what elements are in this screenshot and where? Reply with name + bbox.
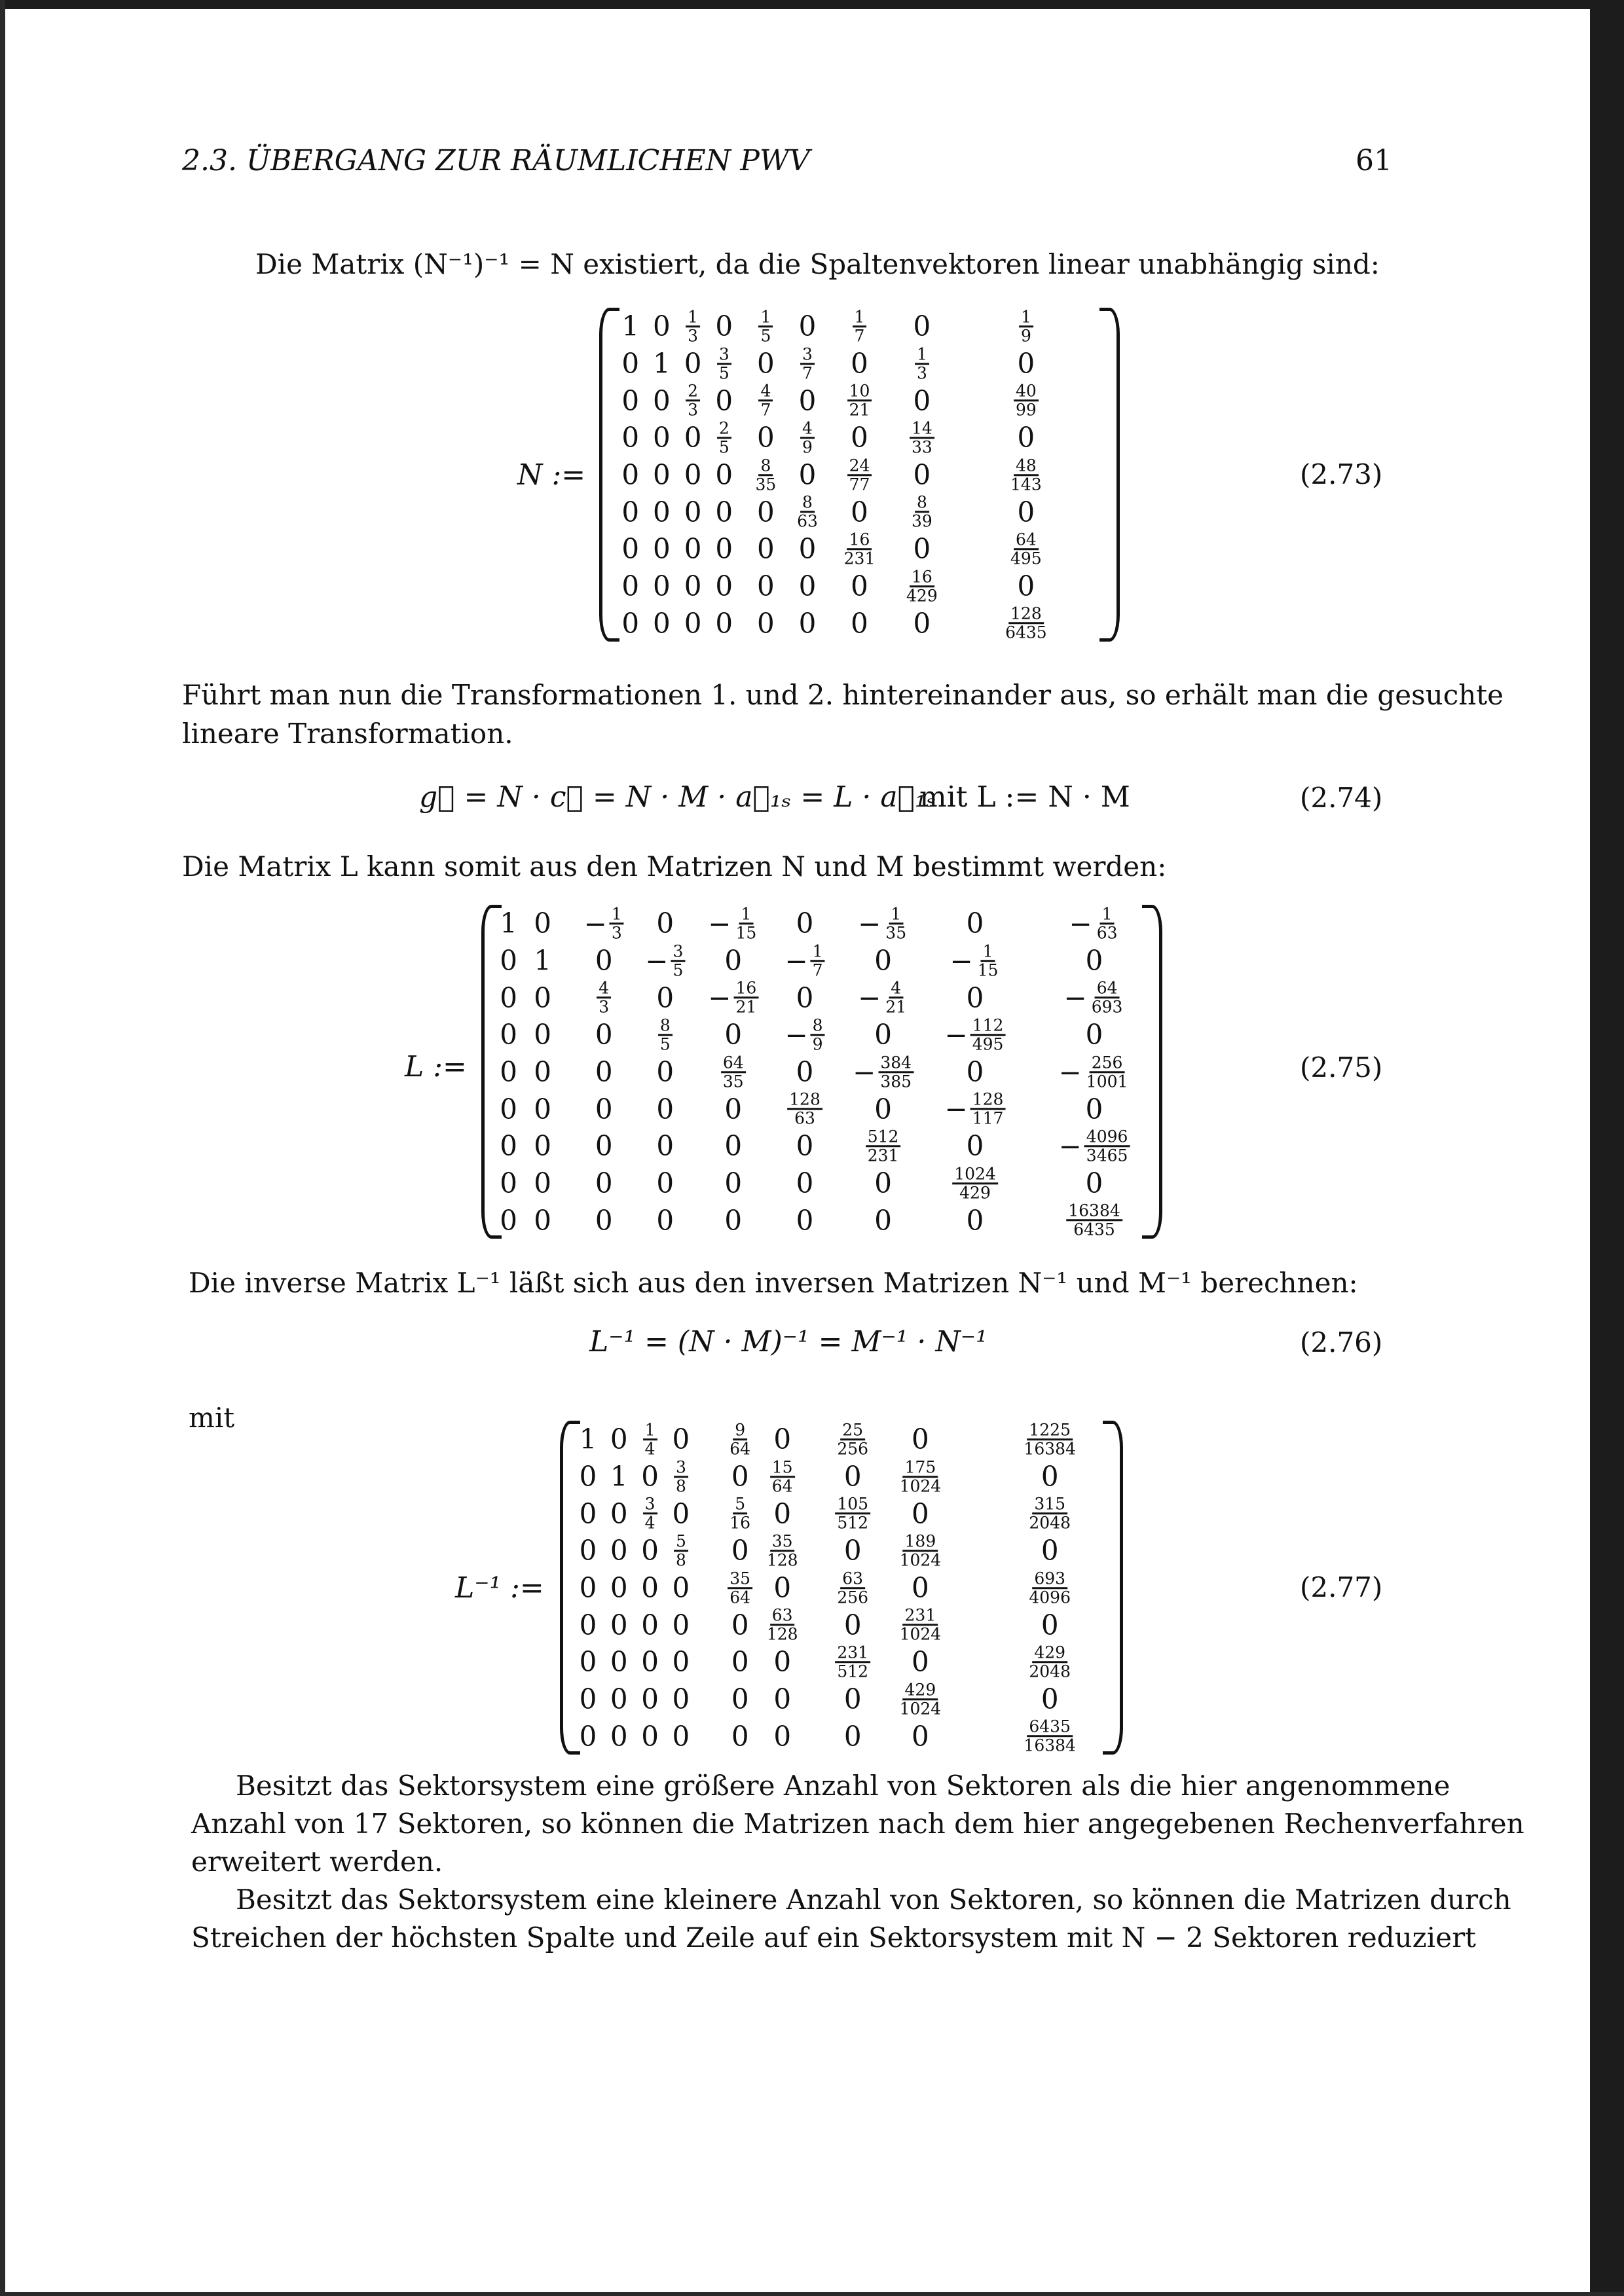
- matrix-cell: 0: [653, 421, 671, 454]
- matrix-cell: $\frac{9}{64}$: [729, 1420, 751, 1459]
- matrix-cell: 0: [1085, 1093, 1103, 1125]
- matrix-cell: 0: [874, 1167, 892, 1199]
- matrix-cell: 0: [1085, 1018, 1103, 1051]
- matrix-cell: − $\frac{256}{1001}$: [1058, 1052, 1128, 1091]
- matrix-left-paren: [481, 905, 502, 1239]
- matrix-cell: − $\frac{1}{15}$: [950, 941, 999, 979]
- matrix-l: [481, 905, 1162, 1239]
- matrix-cell: 0: [1041, 1534, 1059, 1567]
- matrix-cell: 0: [731, 1720, 749, 1753]
- paragraph-mit: mit: [189, 1402, 235, 1434]
- matrix-cell: 0: [595, 1018, 613, 1051]
- matrix-cell: 0: [1041, 1609, 1059, 1641]
- matrix-l-label: L :=: [405, 1050, 467, 1084]
- matrix-cell: 0: [579, 1534, 597, 1567]
- matrix-cell: 0: [773, 1720, 792, 1753]
- matrix-cell: 0: [874, 1018, 892, 1051]
- matrix-n-label: N :=: [517, 458, 586, 492]
- scan-border-left: [0, 0, 5, 2296]
- matrix-cell: 0: [731, 1534, 749, 1567]
- matrix-cell: 0: [653, 458, 671, 491]
- matrix-cell: 0: [757, 607, 775, 640]
- matrix-cell: $\frac{16}{231}$: [843, 530, 876, 568]
- matrix-cell: 0: [724, 1167, 743, 1199]
- matrix-cell: 0: [773, 1571, 792, 1604]
- matrix-cell: 0: [653, 384, 671, 417]
- matrix-cell: 0: [912, 1571, 929, 1604]
- matrix-cell: $\frac{128}{6435}$: [1005, 604, 1047, 642]
- matrix-cell: 0: [579, 1497, 597, 1530]
- matrix-cell: 0: [500, 1055, 517, 1088]
- matrix-cell: 0: [912, 1720, 929, 1753]
- matrix-cell: $\frac{16}{429}$: [906, 566, 938, 605]
- matrix-cell: $\frac{3}{5}$: [717, 345, 731, 382]
- matrix-cell: 0: [773, 1497, 792, 1530]
- matrix-right-paren: [1142, 905, 1162, 1239]
- matrix-cell: $\frac{4}{3}$: [597, 979, 611, 1016]
- matrix-cell: − $\frac{3}{5}$: [645, 942, 685, 979]
- equation-number-2-73: (2.73): [1300, 458, 1383, 490]
- paragraph-transformations-line2: lineare Transformation.: [182, 718, 513, 750]
- matrix-cell: − $\frac{4096}{3465}$: [1059, 1128, 1130, 1165]
- matrix-cell: 0: [757, 347, 775, 380]
- matrix-cell: 0: [796, 1167, 814, 1199]
- matrix-cell: 0: [500, 1204, 517, 1237]
- matrix-cell: 0: [610, 1497, 628, 1530]
- matrix-cell: − $\frac{112}{495}$: [945, 1017, 1006, 1053]
- matrix-cell: 0: [912, 1645, 929, 1678]
- matrix-cell: $\frac{14}{33}$: [910, 420, 934, 456]
- matrix-cell: 0: [731, 1683, 749, 1715]
- matrix-cell: 0: [715, 458, 733, 491]
- matrix-cell: 0: [773, 1423, 792, 1455]
- matrix-cell: 0: [500, 1093, 517, 1125]
- matrix-cell: − $\frac{1}{35}$: [858, 904, 907, 943]
- matrix-cell: 0: [796, 1204, 814, 1237]
- matrix-cell: 0: [534, 1018, 551, 1051]
- matrix-cell: 0: [595, 1055, 613, 1088]
- matrix-cell: 0: [966, 981, 984, 1014]
- matrix-cell: 0: [610, 1683, 628, 1715]
- matrix-cell: 0: [672, 1423, 690, 1455]
- paragraph-smaller-system-line2: Streichen der höchsten Spalte und Zeile auf ein Sektorsystem mit N − 2 Sektoren reduziert: [191, 1922, 1477, 1954]
- matrix-cell: 0: [796, 1129, 814, 1162]
- scan-border-bottom: [0, 2292, 1624, 2296]
- matrix-cell: 0: [913, 310, 931, 342]
- matrix-cell: $\frac{1}{5}$: [758, 308, 773, 345]
- matrix-cell: 0: [851, 347, 868, 380]
- matrix-cell: 0: [1017, 496, 1035, 528]
- paragraph-inverse-intro: Die inverse Matrix L⁻¹ läßt sich aus den inversen Matrizen N⁻¹ und M⁻¹ berechnen:: [189, 1267, 1358, 1299]
- matrix-cell: 0: [798, 384, 817, 417]
- matrix-cell: 0: [641, 1720, 659, 1753]
- paragraph-larger-system-line3: erweitert werden.: [191, 1846, 443, 1878]
- matrix-cell: 0: [966, 1129, 984, 1162]
- matrix-cell: $\frac{5}{16}$: [729, 1494, 751, 1533]
- matrix-cell: $\frac{3}{7}$: [800, 345, 815, 382]
- matrix-right-paren: [1103, 1421, 1123, 1755]
- matrix-cell: 0: [500, 1167, 517, 1199]
- matrix-cell: 0: [715, 384, 733, 417]
- matrix-cell: 0: [621, 458, 640, 491]
- matrix-cell: 0: [500, 944, 517, 977]
- matrix-cell: $\frac{1}{3}$: [915, 345, 929, 382]
- paragraph-smaller-system-line1: Besitzt das Sektorsystem eine kleinere Anzahl von Sektoren, so können die Matrizen durch: [236, 1884, 1511, 1916]
- matrix-cell: $\frac{1}{4}$: [643, 1421, 657, 1458]
- matrix-cell: 0: [851, 570, 868, 602]
- matrix-cell: − $\frac{1}{63}$: [1069, 904, 1118, 943]
- matrix-cell: 0: [579, 1645, 597, 1678]
- matrix-cell: 0: [684, 570, 702, 602]
- matrix-cell: $\frac{40}{99}$: [1014, 382, 1039, 419]
- matrix-cell: 0: [684, 458, 702, 491]
- matrix-cell: 0: [656, 907, 674, 939]
- matrix-cell: 0: [610, 1609, 628, 1641]
- matrix-cell: $\frac{15}{64}$: [770, 1458, 795, 1495]
- matrix-cell: 0: [1085, 944, 1103, 977]
- matrix-cell: − $\frac{64}{693}$: [1063, 978, 1123, 1017]
- matrix-cell: − $\frac{1}{15}$: [708, 904, 757, 943]
- matrix-cell: 0: [843, 1720, 862, 1753]
- matrix-cell: 0: [912, 1423, 929, 1455]
- matrix-cell: 1: [579, 1423, 597, 1455]
- matrix-cell: 0: [913, 458, 931, 491]
- matrix-cell: 0: [684, 607, 702, 640]
- matrix-cell: 0: [641, 1609, 659, 1641]
- matrix-cell: 0: [843, 1460, 862, 1493]
- matrix-cell: 0: [656, 1129, 674, 1162]
- matrix-cell: 0: [534, 1204, 551, 1237]
- matrix-cell: 0: [724, 1093, 743, 1125]
- matrix-cell: 0: [610, 1423, 628, 1455]
- matrix-cell: 0: [672, 1683, 690, 1715]
- matrix-cell: 0: [595, 1204, 613, 1237]
- matrix-cell: 0: [534, 1167, 551, 1199]
- matrix-cell: 0: [621, 347, 640, 380]
- matrix-l-inverse: [560, 1421, 1123, 1755]
- paragraph-matrix-n-intro: Die Matrix (N⁻¹)⁻¹ = N existiert, da die Spaltenvektoren linear unabhängig sind:: [255, 248, 1380, 280]
- matrix-cell: 0: [715, 607, 733, 640]
- matrix-cell: 0: [715, 570, 733, 602]
- matrix-cell: 0: [534, 981, 551, 1014]
- matrix-cell: 0: [656, 981, 674, 1014]
- matrix-cell: 0: [684, 496, 702, 528]
- matrix-cell: $\frac{1024}{429}$: [952, 1165, 998, 1201]
- matrix-cell: 0: [621, 496, 640, 528]
- matrix-cell: 0: [656, 1167, 674, 1199]
- matrix-cell: 0: [610, 1534, 628, 1567]
- matrix-cell: 0: [757, 496, 775, 528]
- matrix-cell: 0: [724, 944, 743, 977]
- matrix-cell: 1: [610, 1460, 628, 1493]
- matrix-cell: 0: [966, 1055, 984, 1088]
- matrix-cell: 0: [579, 1571, 597, 1604]
- matrix-n: [599, 308, 1120, 642]
- matrix-cell: 0: [641, 1460, 659, 1493]
- matrix-cell: $\frac{6435}{16384}$: [1024, 1717, 1076, 1755]
- matrix-cell: $\frac{2}{5}$: [717, 420, 731, 456]
- scan-border-right: [1590, 0, 1624, 2296]
- matrix-cell: $\frac{1}{9}$: [1019, 308, 1033, 345]
- matrix-cell: − $\frac{384}{385}$: [853, 1053, 913, 1090]
- matrix-cell: 0: [653, 532, 671, 565]
- matrix-cell: 0: [773, 1645, 792, 1678]
- matrix-cell: 0: [798, 607, 817, 640]
- matrix-cell: 0: [534, 1129, 551, 1162]
- matrix-cell: 0: [913, 532, 931, 565]
- matrix-cell: 0: [913, 607, 931, 640]
- matrix-cell: 0: [1041, 1460, 1059, 1493]
- matrix-cell: 0: [579, 1460, 597, 1493]
- matrix-cell: $\frac{63}{128}$: [766, 1605, 798, 1644]
- matrix-cell: 0: [731, 1645, 749, 1678]
- matrix-cell: $\frac{35}{128}$: [766, 1531, 798, 1570]
- matrix-cell: 0: [621, 607, 640, 640]
- matrix-cell: $\frac{10}{21}$: [847, 382, 872, 419]
- matrix-cell: $\frac{63}{256}$: [837, 1568, 869, 1607]
- matrix-cell: 0: [851, 607, 868, 640]
- matrix-cell: 0: [595, 1129, 613, 1162]
- matrix-cell: 0: [579, 1683, 597, 1715]
- matrix-cell: 1: [500, 907, 517, 939]
- matrix-cell: $\frac{64}{495}$: [1010, 530, 1042, 568]
- matrix-cell: 0: [500, 1129, 517, 1162]
- matrix-cell: $\frac{693}{4096}$: [1029, 1568, 1071, 1607]
- matrix-cell: 0: [874, 1204, 892, 1237]
- matrix-cell: 0: [621, 532, 640, 565]
- matrix-cell: 0: [595, 944, 613, 977]
- matrix-cell: $\frac{105}{512}$: [835, 1495, 870, 1532]
- matrix-cell: 0: [874, 944, 892, 977]
- matrix-cell: $\frac{2}{3}$: [686, 382, 700, 419]
- matrix-cell: 0: [621, 384, 640, 417]
- matrix-cell: 0: [534, 1055, 551, 1088]
- matrix-cell: 0: [641, 1645, 659, 1678]
- matrix-left-paren: [599, 308, 619, 642]
- matrix-cell: 1: [653, 347, 671, 380]
- matrix-cell: 0: [1017, 347, 1035, 380]
- matrix-cell: 0: [653, 310, 671, 342]
- matrix-cell: 0: [595, 1093, 613, 1125]
- matrix-cell: $\frac{24}{77}$: [847, 456, 872, 493]
- matrix-cell: $\frac{175}{1024}$: [899, 1457, 942, 1495]
- paragraph-larger-system-line1: Besitzt das Sektorsystem eine größere Anzahl von Sektoren als die hier angenommene: [236, 1770, 1450, 1802]
- matrix-cell: − $\frac{1}{7}$: [784, 942, 824, 979]
- matrix-right-paren: [1099, 308, 1120, 642]
- matrix-cell: 0: [796, 1055, 814, 1088]
- matrix-cell: 0: [798, 458, 817, 491]
- equation-number-2-76: (2.76): [1300, 1326, 1383, 1358]
- scan-border-top: [0, 0, 1624, 9]
- matrix-cell: 0: [731, 1460, 749, 1493]
- equation-2-74-formula: g⃗ = N · c⃗ = N · M · a⃗₁ₛ = L · a⃗₁ₛ: [419, 780, 936, 814]
- matrix-cell: $\frac{429}{1024}$: [899, 1679, 942, 1718]
- matrix-cell: 0: [851, 421, 868, 454]
- equation-number-2-74: (2.74): [1300, 782, 1383, 814]
- matrix-cell: 0: [672, 1609, 690, 1641]
- matrix-left-paren: [560, 1421, 580, 1755]
- matrix-cell: $\frac{35}{64}$: [728, 1569, 752, 1606]
- matrix-cell: 1: [621, 310, 640, 342]
- matrix-cell: $\frac{1225}{16384}$: [1024, 1420, 1076, 1459]
- matrix-cell: 0: [724, 1204, 743, 1237]
- matrix-cell: 0: [757, 421, 775, 454]
- matrix-cell: $\frac{3}{8}$: [674, 1458, 688, 1495]
- equation-2-74-condition: mit L := N · M: [919, 780, 1130, 814]
- matrix-cell: 0: [500, 981, 517, 1014]
- matrix-cell: 0: [773, 1683, 792, 1715]
- matrix-cell: $\frac{189}{1024}$: [899, 1531, 942, 1570]
- matrix-cell: 0: [534, 907, 551, 939]
- matrix-cell: 0: [724, 1129, 743, 1162]
- matrix-cell: 0: [798, 570, 817, 602]
- matrix-cell: − $\frac{16}{21}$: [708, 979, 758, 1016]
- matrix-cell: 0: [843, 1609, 862, 1641]
- matrix-cell: 0: [672, 1720, 690, 1753]
- paragraph-larger-system-line2: Anzahl von 17 Sektoren, so können die Matrizen nach dem hier angegebenen Rechenverfahren: [191, 1808, 1524, 1840]
- matrix-cell: $\frac{25}{256}$: [837, 1420, 869, 1459]
- matrix-cell: 0: [1085, 1167, 1103, 1199]
- matrix-cell: 0: [641, 1534, 659, 1567]
- matrix-cell: 0: [672, 1497, 690, 1530]
- matrix-cell: 0: [757, 570, 775, 602]
- matrix-cell: 0: [653, 570, 671, 602]
- matrix-cell: $\frac{8}{39}$: [911, 492, 932, 531]
- matrix-cell: 0: [966, 1204, 984, 1237]
- matrix-cell: 0: [621, 421, 640, 454]
- matrix-cell: 0: [656, 1055, 674, 1088]
- matrix-cell: $\frac{231}{512}$: [835, 1644, 870, 1681]
- matrix-cell: 0: [653, 607, 671, 640]
- matrix-cell: $\frac{64}{35}$: [721, 1053, 746, 1090]
- matrix-cell: $\frac{1}{3}$: [686, 308, 700, 345]
- matrix-cell: 0: [653, 496, 671, 528]
- matrix-cell: 0: [966, 907, 984, 939]
- matrix-cell: − $\frac{4}{21}$: [858, 978, 907, 1017]
- matrix-cell: 0: [500, 1018, 517, 1051]
- matrix-cell: 0: [595, 1167, 613, 1199]
- matrix-cell: 1: [534, 944, 551, 977]
- matrix-cell: 0: [610, 1645, 628, 1678]
- matrix-cell: 0: [798, 310, 817, 342]
- matrix-cell: 0: [579, 1720, 597, 1753]
- page-number: 61: [1356, 144, 1392, 177]
- matrix-cell: − $\frac{8}{9}$: [784, 1017, 824, 1053]
- matrix-cell: $\frac{5}{8}$: [674, 1533, 688, 1569]
- matrix-cell: − $\frac{128}{117}$: [945, 1091, 1006, 1127]
- equation-2-76-formula: L⁻¹ = (N · M)⁻¹ = M⁻¹ · N⁻¹: [589, 1325, 987, 1358]
- matrix-cell: $\frac{3}{4}$: [643, 1495, 657, 1532]
- matrix-cell: 0: [715, 310, 733, 342]
- paragraph-matrix-l-intro: Die Matrix L kann somit aus den Matrizen N und M bestimmt werden:: [182, 850, 1167, 883]
- matrix-cell: 0: [684, 347, 702, 380]
- matrix-cell: $\frac{8}{63}$: [797, 492, 818, 531]
- matrix-cell: 0: [851, 496, 868, 528]
- running-header-title: 2.3. ÜBERGANG ZUR RÄUMLICHEN PWV: [182, 144, 810, 177]
- matrix-cell: $\frac{231}{1024}$: [899, 1605, 942, 1644]
- matrix-cell: 0: [641, 1571, 659, 1604]
- matrix-cell: $\frac{512}{231}$: [866, 1128, 901, 1165]
- matrix-cell: $\frac{429}{2048}$: [1029, 1643, 1071, 1681]
- matrix-cell: 0: [798, 532, 817, 565]
- matrix-cell: 0: [656, 1204, 674, 1237]
- matrix-linv-label: L⁻¹ :=: [455, 1571, 544, 1605]
- matrix-cell: 0: [757, 532, 775, 565]
- matrix-cell: 0: [621, 570, 640, 602]
- matrix-cell: 0: [724, 1018, 743, 1051]
- matrix-cell: 0: [843, 1683, 862, 1715]
- paragraph-transformations-line1: Führt man nun die Transformationen 1. und 2. hintereinander aus, so erhält man die gesuchte: [182, 679, 1504, 711]
- matrix-cell: 0: [610, 1720, 628, 1753]
- matrix-cell: 0: [641, 1683, 659, 1715]
- matrix-cell: 0: [672, 1645, 690, 1678]
- matrix-cell: 0: [715, 496, 733, 528]
- matrix-cell: 0: [1017, 421, 1035, 454]
- matrix-cell: − $\frac{1}{3}$: [584, 905, 624, 942]
- matrix-cell: 0: [672, 1571, 690, 1604]
- matrix-cell: 0: [1017, 570, 1035, 602]
- matrix-cell: $\frac{1}{7}$: [853, 308, 867, 345]
- matrix-cell: $\frac{128}{63}$: [787, 1091, 822, 1127]
- matrix-cell: 0: [579, 1609, 597, 1641]
- matrix-cell: 0: [874, 1093, 892, 1125]
- matrix-cell: $\frac{315}{2048}$: [1029, 1494, 1071, 1533]
- matrix-cell: $\frac{4}{7}$: [758, 382, 773, 419]
- matrix-cell: $\frac{16384}{6435}$: [1066, 1202, 1122, 1239]
- matrix-cell: 0: [731, 1609, 749, 1641]
- matrix-cell: 0: [715, 532, 733, 565]
- equation-number-2-77: (2.77): [1300, 1571, 1383, 1603]
- matrix-cell: $\frac{4}{9}$: [800, 420, 815, 456]
- matrix-cell: 0: [1041, 1683, 1059, 1715]
- matrix-cell: $\frac{8}{35}$: [755, 455, 777, 494]
- matrix-cell: $\frac{8}{5}$: [658, 1017, 673, 1053]
- matrix-cell: 0: [913, 384, 931, 417]
- matrix-cell: 0: [656, 1093, 674, 1125]
- matrix-cell: 0: [610, 1571, 628, 1604]
- matrix-cell: 0: [796, 981, 814, 1014]
- matrix-cell: 0: [796, 907, 814, 939]
- matrix-cell: 0: [843, 1534, 862, 1567]
- matrix-cell: 0: [912, 1497, 929, 1530]
- matrix-cell: 0: [534, 1093, 551, 1125]
- matrix-cell: 0: [684, 532, 702, 565]
- matrix-cell: $\frac{48}{143}$: [1010, 455, 1042, 494]
- equation-number-2-75: (2.75): [1300, 1051, 1383, 1084]
- matrix-cell: 0: [684, 421, 702, 454]
